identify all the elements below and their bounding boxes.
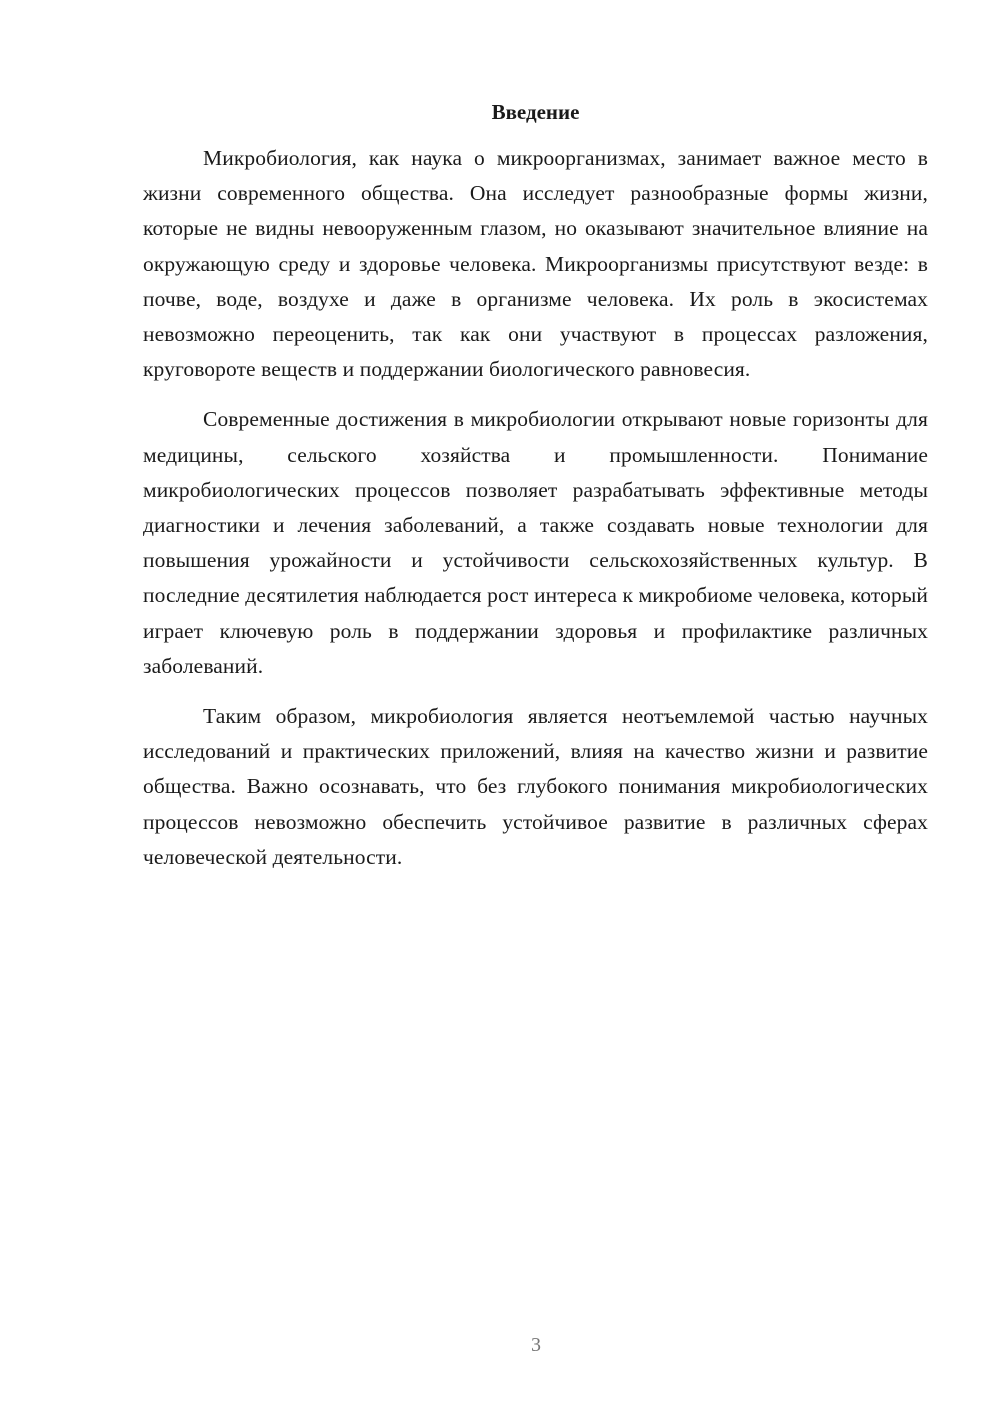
page-number: 3 bbox=[531, 1334, 541, 1356]
paragraph-2: Современные достижения в микробиологии открывают новые горизонты для медицины, сельского хозяйства и промышленности. Понимание микробиологических процессов позволяет разрабатывать эффективные методы диагностики и лечения заболеваний, а также создавать новые технологии для повышения урожайности и устойчивости сельскохозяйственных культур. В последние десятилетия наблюдается рост интереса к микробиоме человека, который играет ключевую роль в поддержании здоровья и профилактике различных заболеваний. bbox=[143, 407, 928, 678]
section-title: Введение bbox=[491, 100, 580, 124]
paragraph-1: Микробиология, как наука о микроорганизмах, занимает важное место в жизни современного общества. Она исследует разнообразные формы жизни, которые не видны невооруженным глазом, но оказывают значительное влияние на окружающую среду и здоровье человека. Микроорганизмы присутствуют везде: в почве, воде, воздухе и даже в организме человека. Их роль в экосистемах невозможно переоценить, так как они участвуют в процессах разложения, круговороте веществ и поддержании биологического равновесия. bbox=[143, 146, 928, 382]
page-content bbox=[143, 97, 928, 890]
paragraph-3: Таким образом, микробиология является неотъемлемой частью научных исследований и практических приложений, влияя на качество жизни и развитие общества. Важно осознавать, что без глубокого понимания микробиологических процессов невозможно обеспечить устойчивое развитие в различных сферах человеческой деятельности. bbox=[143, 704, 928, 869]
